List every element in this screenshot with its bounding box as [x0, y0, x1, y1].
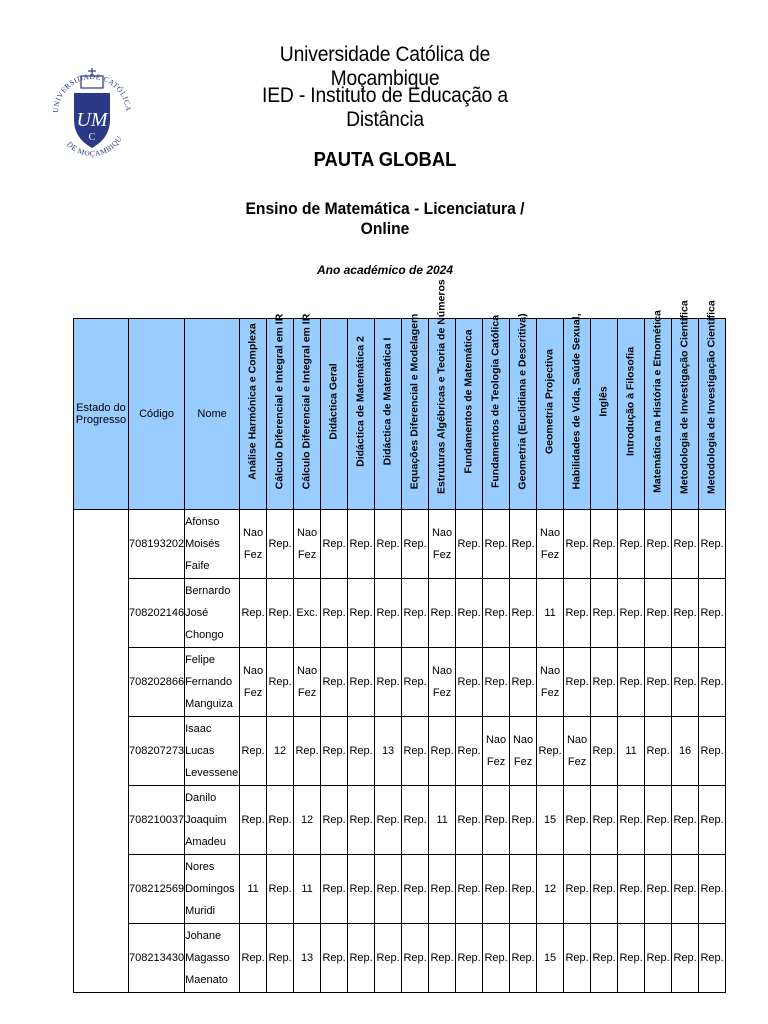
grade-cell: Rep.	[456, 648, 483, 717]
grade-cell: Rep.	[645, 786, 672, 855]
table-row	[74, 579, 726, 648]
svg-text:C: C	[88, 132, 96, 143]
grade-cell: Rep.	[267, 648, 294, 717]
header-subject: Análise Harmónica e Complexa	[240, 319, 267, 510]
grade-cell: Rep.	[483, 579, 510, 648]
grade-cell: Rep.	[483, 924, 510, 993]
header-subject: Habilidades de Vida, Saúde Sexual,	[564, 319, 591, 510]
grade-cell: Rep.	[267, 510, 294, 579]
grade-cell: Rep.	[348, 717, 375, 786]
table-header-row	[74, 319, 726, 510]
grade-cell: 15	[537, 924, 564, 993]
student-code: 708213430	[129, 924, 185, 993]
grade-cell: Rep.	[510, 648, 537, 717]
student-name: Johane Magasso Maenato	[185, 924, 240, 993]
grade-cell: Rep.	[672, 648, 699, 717]
grade-cell: 16	[672, 717, 699, 786]
grade-cell: Rep.	[375, 786, 402, 855]
grade-cell: Rep.	[618, 855, 645, 924]
grade-cell: Rep.	[510, 510, 537, 579]
grade-cell: Rep.	[591, 510, 618, 579]
grade-cell: Rep.	[618, 924, 645, 993]
header-subject: Fundamentos de Teologia Católica	[483, 319, 510, 510]
header-estado: Estado do Progresso	[74, 319, 129, 510]
grade-cell: Rep.	[699, 579, 726, 648]
header-subject: Didáctica de Matemática I	[375, 319, 402, 510]
grade-cell: Rep.	[375, 510, 402, 579]
grade-cell: Rep.	[429, 924, 456, 993]
grade-cell: Rep.	[591, 717, 618, 786]
grade-cell: Rep.	[456, 579, 483, 648]
table-row	[74, 924, 726, 993]
grade-cell: Nao Fez	[537, 510, 564, 579]
grade-cell: Nao Fez	[510, 717, 537, 786]
grade-cell: Rep.	[348, 786, 375, 855]
grade-cell: Rep.	[483, 510, 510, 579]
table-row	[74, 510, 726, 579]
grade-cell: Rep.	[645, 717, 672, 786]
grade-cell: Rep.	[618, 510, 645, 579]
grade-cell: Nao Fez	[564, 717, 591, 786]
grade-cell: Rep.	[591, 924, 618, 993]
grade-cell: Rep.	[510, 579, 537, 648]
grade-cell: Rep.	[348, 510, 375, 579]
grade-cell: Rep.	[672, 855, 699, 924]
table-row	[74, 855, 726, 924]
grade-cell: Rep.	[510, 786, 537, 855]
grade-cell: Rep.	[321, 648, 348, 717]
grade-cell: Rep.	[699, 786, 726, 855]
grade-cell: Rep.	[456, 924, 483, 993]
grade-cell: Rep.	[429, 855, 456, 924]
student-code: 708193202	[129, 510, 185, 579]
grade-cell: 11	[294, 855, 321, 924]
grade-cell: 12	[537, 855, 564, 924]
header-subject: Geometria (Euclidiana e Descritiva)	[510, 319, 537, 510]
grade-cell: Rep.	[672, 786, 699, 855]
grade-cell: 12	[267, 717, 294, 786]
grade-cell: Rep.	[564, 648, 591, 717]
header-codigo: Código	[129, 319, 185, 510]
grade-cell: Nao Fez	[483, 717, 510, 786]
grade-cell: Rep.	[591, 855, 618, 924]
student-code: 708212569	[129, 855, 185, 924]
grade-cell: Rep.	[429, 717, 456, 786]
grade-cell: Rep.	[699, 510, 726, 579]
grade-cell: Rep.	[375, 855, 402, 924]
grades-table	[73, 279, 726, 993]
grade-cell: Rep.	[591, 648, 618, 717]
svg-text:UNIVERSIDADE CATÓLICA: UNIVERSIDADE CATÓLICA	[50, 71, 134, 114]
grade-cell: Rep.	[456, 717, 483, 786]
university-name: Universidade Católica de Moçambique	[279, 43, 491, 90]
table-row	[74, 717, 726, 786]
grade-cell: Rep.	[591, 786, 618, 855]
grade-cell: Rep.	[348, 648, 375, 717]
grade-cell: 11	[537, 579, 564, 648]
grade-cell: Rep.	[240, 924, 267, 993]
grade-cell: Rep.	[294, 717, 321, 786]
grade-cell: Rep.	[645, 648, 672, 717]
table-row	[74, 648, 726, 717]
student-name: Isaac Lucas Levessene	[185, 717, 240, 786]
student-name: Felipe Fernando Manguiza	[185, 648, 240, 717]
student-name: Bernardo José Chongo	[185, 579, 240, 648]
grade-cell: Rep.	[240, 786, 267, 855]
header-nome: Nome	[185, 319, 240, 510]
grade-cell: Rep.	[402, 579, 429, 648]
header-subject: Estruturas Algébricas e Teoria de Números	[429, 319, 456, 510]
grade-cell: Rep.	[321, 855, 348, 924]
grade-cell: Rep.	[672, 924, 699, 993]
grade-cell: Rep.	[699, 924, 726, 993]
header-subject: Introdução à Filosofia	[618, 319, 645, 510]
grade-cell: Rep.	[537, 717, 564, 786]
grade-cell: Rep.	[456, 855, 483, 924]
header-subject: Metodologia de Investigação Científica	[672, 319, 699, 510]
grade-cell: Rep.	[321, 579, 348, 648]
grade-cell: Rep.	[483, 648, 510, 717]
header-subject: Metodologia de Investigação Científica	[699, 319, 726, 510]
grade-cell: 13	[375, 717, 402, 786]
grade-cell: Rep.	[564, 786, 591, 855]
grade-cell: Rep.	[267, 786, 294, 855]
grade-cell: Rep.	[267, 579, 294, 648]
grade-cell: 11	[618, 717, 645, 786]
student-code: 708207273	[129, 717, 185, 786]
grade-cell: Rep.	[672, 510, 699, 579]
grades-body	[74, 510, 726, 993]
student-code: 708202866	[129, 648, 185, 717]
grade-cell: Rep.	[672, 579, 699, 648]
estado-cell	[74, 510, 129, 993]
grade-cell: Nao Fez	[294, 510, 321, 579]
grade-cell: Nao Fez	[429, 648, 456, 717]
header-subject: Cálculo Diferencial e Integral em IR	[294, 319, 321, 510]
grade-cell: Rep.	[618, 648, 645, 717]
grade-cell: Rep.	[402, 717, 429, 786]
grade-cell: 15	[537, 786, 564, 855]
grade-cell: Rep.	[645, 510, 672, 579]
grade-cell: Rep.	[348, 855, 375, 924]
grade-cell: Rep.	[321, 924, 348, 993]
grade-cell: Nao Fez	[240, 648, 267, 717]
student-name: Danilo Joaquim Amadeu	[185, 786, 240, 855]
grade-cell: Rep.	[645, 924, 672, 993]
header-subject: Didáctica Geral	[321, 319, 348, 510]
student-code: 708202146	[129, 579, 185, 648]
header-subject: Geometria Projectiva	[537, 319, 564, 510]
grade-cell: Rep.	[402, 924, 429, 993]
header-subject: Equações Diferencial e Modelagem	[402, 319, 429, 510]
header-subject: Inglês	[591, 319, 618, 510]
grade-cell: Rep.	[618, 786, 645, 855]
institute-name: IED - Instituto de Educação a Distância	[262, 84, 508, 131]
grade-cell: Exc.	[294, 579, 321, 648]
grade-cell: Rep.	[510, 855, 537, 924]
grade-cell: Nao Fez	[240, 510, 267, 579]
grade-cell: Rep.	[564, 510, 591, 579]
grade-cell: Rep.	[348, 579, 375, 648]
grade-cell: Nao Fez	[294, 648, 321, 717]
student-code: 708210037	[129, 786, 185, 855]
grade-cell: Rep.	[375, 648, 402, 717]
academic-year: Ano académico de 2024	[316, 263, 454, 277]
header-subject: Fundamentos de Matemática	[456, 319, 483, 510]
grade-cell: Rep.	[240, 717, 267, 786]
grade-cell: Rep.	[591, 579, 618, 648]
grade-cell: Rep.	[618, 579, 645, 648]
document-title: PAUTA GLOBAL	[313, 149, 457, 171]
header-subject: Didáctica de Matemática 2	[348, 319, 375, 510]
course-title: Ensino de Matemática - Licenciatura / Online	[245, 199, 525, 238]
grade-cell: Nao Fez	[429, 510, 456, 579]
grade-cell: Rep.	[375, 924, 402, 993]
grade-cell: Rep.	[699, 717, 726, 786]
header-subject: Cálculo Diferencial e Integral em IR	[267, 319, 294, 510]
grade-cell: 11	[429, 786, 456, 855]
grade-cell: Nao Fez	[537, 648, 564, 717]
grade-cell: Rep.	[321, 510, 348, 579]
grade-cell: Rep.	[456, 510, 483, 579]
grade-cell: Rep.	[564, 924, 591, 993]
grade-cell: Rep.	[402, 786, 429, 855]
grade-cell: Rep.	[402, 648, 429, 717]
grade-cell: 13	[294, 924, 321, 993]
student-name: Nores Domingos Muridi	[185, 855, 240, 924]
grade-cell: Rep.	[699, 648, 726, 717]
svg-text:DE MOÇAMBIQUE: DE MOÇAMBIQU	[65, 134, 124, 159]
grade-cell: Rep.	[402, 855, 429, 924]
grade-cell: Rep.	[510, 924, 537, 993]
grade-cell: Rep.	[564, 579, 591, 648]
header-subject: Matemática na História e Etnomética	[645, 319, 672, 510]
grade-cell: Rep.	[240, 579, 267, 648]
student-name: Afonso Moisés Faife	[185, 510, 240, 579]
grade-cell: Rep.	[375, 579, 402, 648]
university-logo	[48, 38, 136, 188]
grade-cell: Rep.	[267, 855, 294, 924]
grade-cell: 11	[240, 855, 267, 924]
grade-cell: 12	[294, 786, 321, 855]
grade-cell: Rep.	[483, 786, 510, 855]
grade-cell: Rep.	[321, 717, 348, 786]
grade-cell: Rep.	[564, 855, 591, 924]
grade-cell: Rep.	[321, 786, 348, 855]
grade-cell: Rep.	[645, 579, 672, 648]
grade-cell: Rep.	[699, 855, 726, 924]
grade-cell: Rep.	[267, 924, 294, 993]
grade-cell: Rep.	[402, 510, 429, 579]
table-row	[74, 786, 726, 855]
grade-cell: Rep.	[456, 786, 483, 855]
svg-text:UM: UM	[76, 109, 108, 131]
grade-cell: Rep.	[483, 855, 510, 924]
grade-cell: Rep.	[645, 855, 672, 924]
grade-cell: Rep.	[348, 924, 375, 993]
grade-cell: Rep.	[429, 579, 456, 648]
